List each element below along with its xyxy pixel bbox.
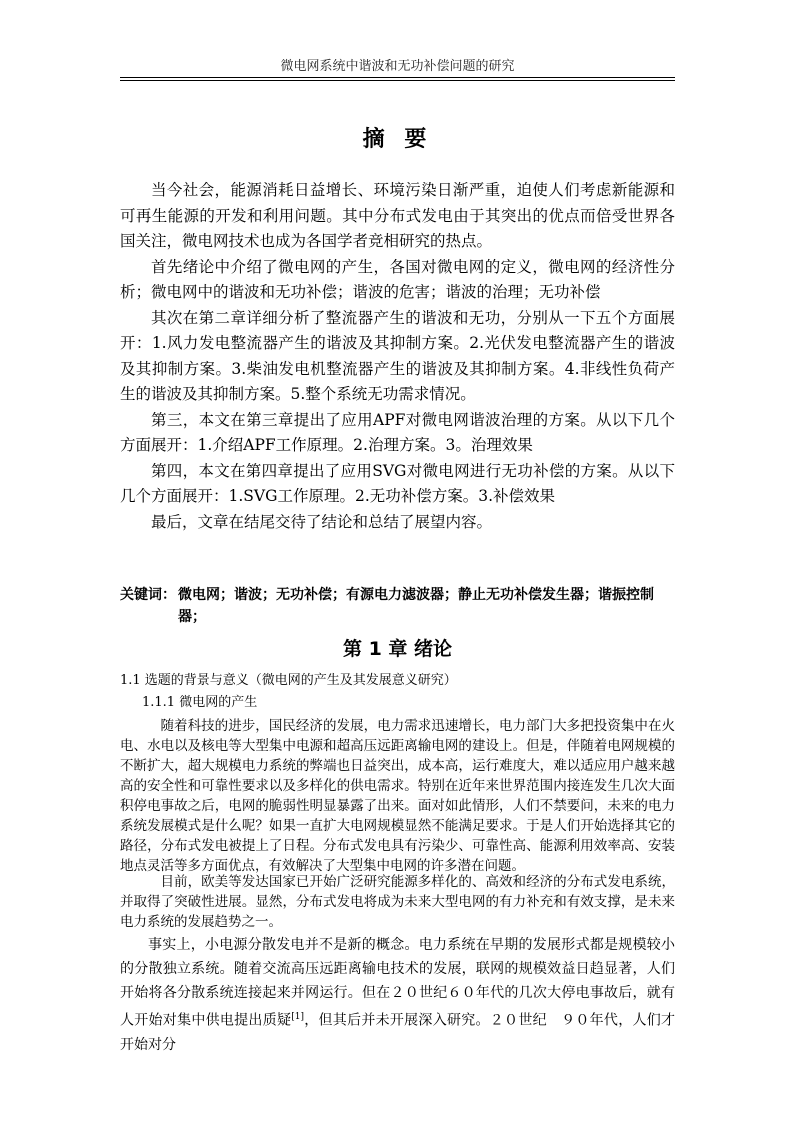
section-heading: 1.1 选题的背景与意义（微电网的产生及其发展意义研究） (120, 673, 457, 688)
chapter-title: 第 1 章 绪论 (342, 638, 453, 660)
body-paragraph-2 (120, 872, 675, 932)
body-paragraph-3 (120, 933, 675, 1057)
header-rule-top (120, 77, 675, 78)
abstract-paragraph: 第四，本文在第四章提出了应用SVG对微电网进行无功补偿的方案。从以下几个方面展开：1.SVG工作原理。2.无功补偿方案。3.补偿效果 (120, 461, 675, 505)
abstract-paragraph: 第三，本文在第三章提出了应用APF对微电网谐波治理的方案。从以下几个方面展开：1.介绍APF工作原理。2.治理方案。3。治理效果 (120, 410, 675, 454)
keywords-block (120, 584, 675, 628)
body-paragraph: 目前，欧美等发达国家已开始广泛研究能源多样化的、高效和经济的分布式发电系统，并取得了突破性进展。显然，分布式发电将成为未来大型电网的有力补充和有效支撑，是未来电力系统的发展趋势之一。 (120, 874, 675, 930)
abstract-body (120, 178, 675, 535)
abstract-title: 摘 要 (362, 127, 433, 152)
abstract-paragraph: 首先绪论中介绍了微电网的产生，各国对微电网的定义，微电网的经济性分析；微电网中的谐波和无功补偿；谐波的危害；谐波的治理；无功补偿 (120, 257, 675, 301)
paragraph-text-start: 事实上，小电源分散发电并不是新的概念。电力系统在早期的发展形式都是规模较小的分散独立系统。随着交流高压远距离输电技术的发展，联网的规模效益日趋显著，人们开始将各分散系统连接起来并网运行。但在２０世纪６０年代的几次大停电事故后，就有人开始对集中供电提出质疑 (120, 937, 675, 1029)
running-header: 微电网系统中谐波和无功补偿问题的研究 (280, 59, 515, 74)
keywords-label: 关键词： (120, 587, 176, 603)
abstract-paragraph: 其次在第二章详细分析了整流器产生的谐波和无功，分别从一下五个方面展开：1.风力发电整流器产生的谐波及其抑制方案。2.光伏发电整流器产生的谐波及其抑制方案。3.柴油发电机整流器产生的谐波及其抑制方案。4.非线性负荷产生的谐波及其抑制方案。5.整个系统无功需求情况。 (120, 308, 675, 403)
citation-marker: [1] (291, 1012, 304, 1022)
keywords-text: 微电网；谐波；无功补偿；有源电力滤波器；静止无功补偿发生器；谐振控制器； (178, 587, 654, 625)
body-paragraph: 随着科技的进步，国民经济的发展，电力需求迅速增长，电力部门大多把投资集中在火电、水电以及核电等大型集中电源和超高压远距离输电网的建设上。但是，伴随着电网规模的不断扩大，超大规模电力系统的弊端也日益突出，成本高，运行难度大，难以适应用户越来越高的安全性和可靠性要求以及多样化的供电需求。特别在近年来世界范围内接连发生几次大面积停电事故之后，电网的脆弱性明显暴露了出来。面对如此情形，人们不禁要问，未来的电力系统发展模式是什么呢？如果一直扩大电网规模显然不能满足要求。于是人们开始选择其它的路径，分布式发电被提上了日程。分布式发电具有污染少、可靠性高、能源利用效率高、安装地点灵活等多方面优点，有效解决了大型集中电网的许多潜在问题。 (120, 718, 675, 874)
paragraph-text-end: ，但其后并未开展深入研究。２０世纪 ９０年代，人们才开始对分 (120, 1012, 676, 1053)
header-rule-bottom (120, 80, 675, 81)
body-paragraph-1 (120, 716, 675, 876)
subsection-heading: 1.1.1 微电网的产生 (142, 695, 258, 710)
abstract-paragraph: 最后，文章在结尾交待了结论和总结了展望内容。 (151, 512, 493, 531)
body-paragraph (120, 933, 675, 1057)
abstract-paragraph: 当今社会，能源消耗日益增长、环境污染日渐严重，迫使人们考虑新能源和可再生能源的开发和利用问题。其中分布式发电由于其突出的优点而倍受世界各国关注，微电网技术也成为各国学者竞相研究的热点。 (120, 181, 675, 250)
